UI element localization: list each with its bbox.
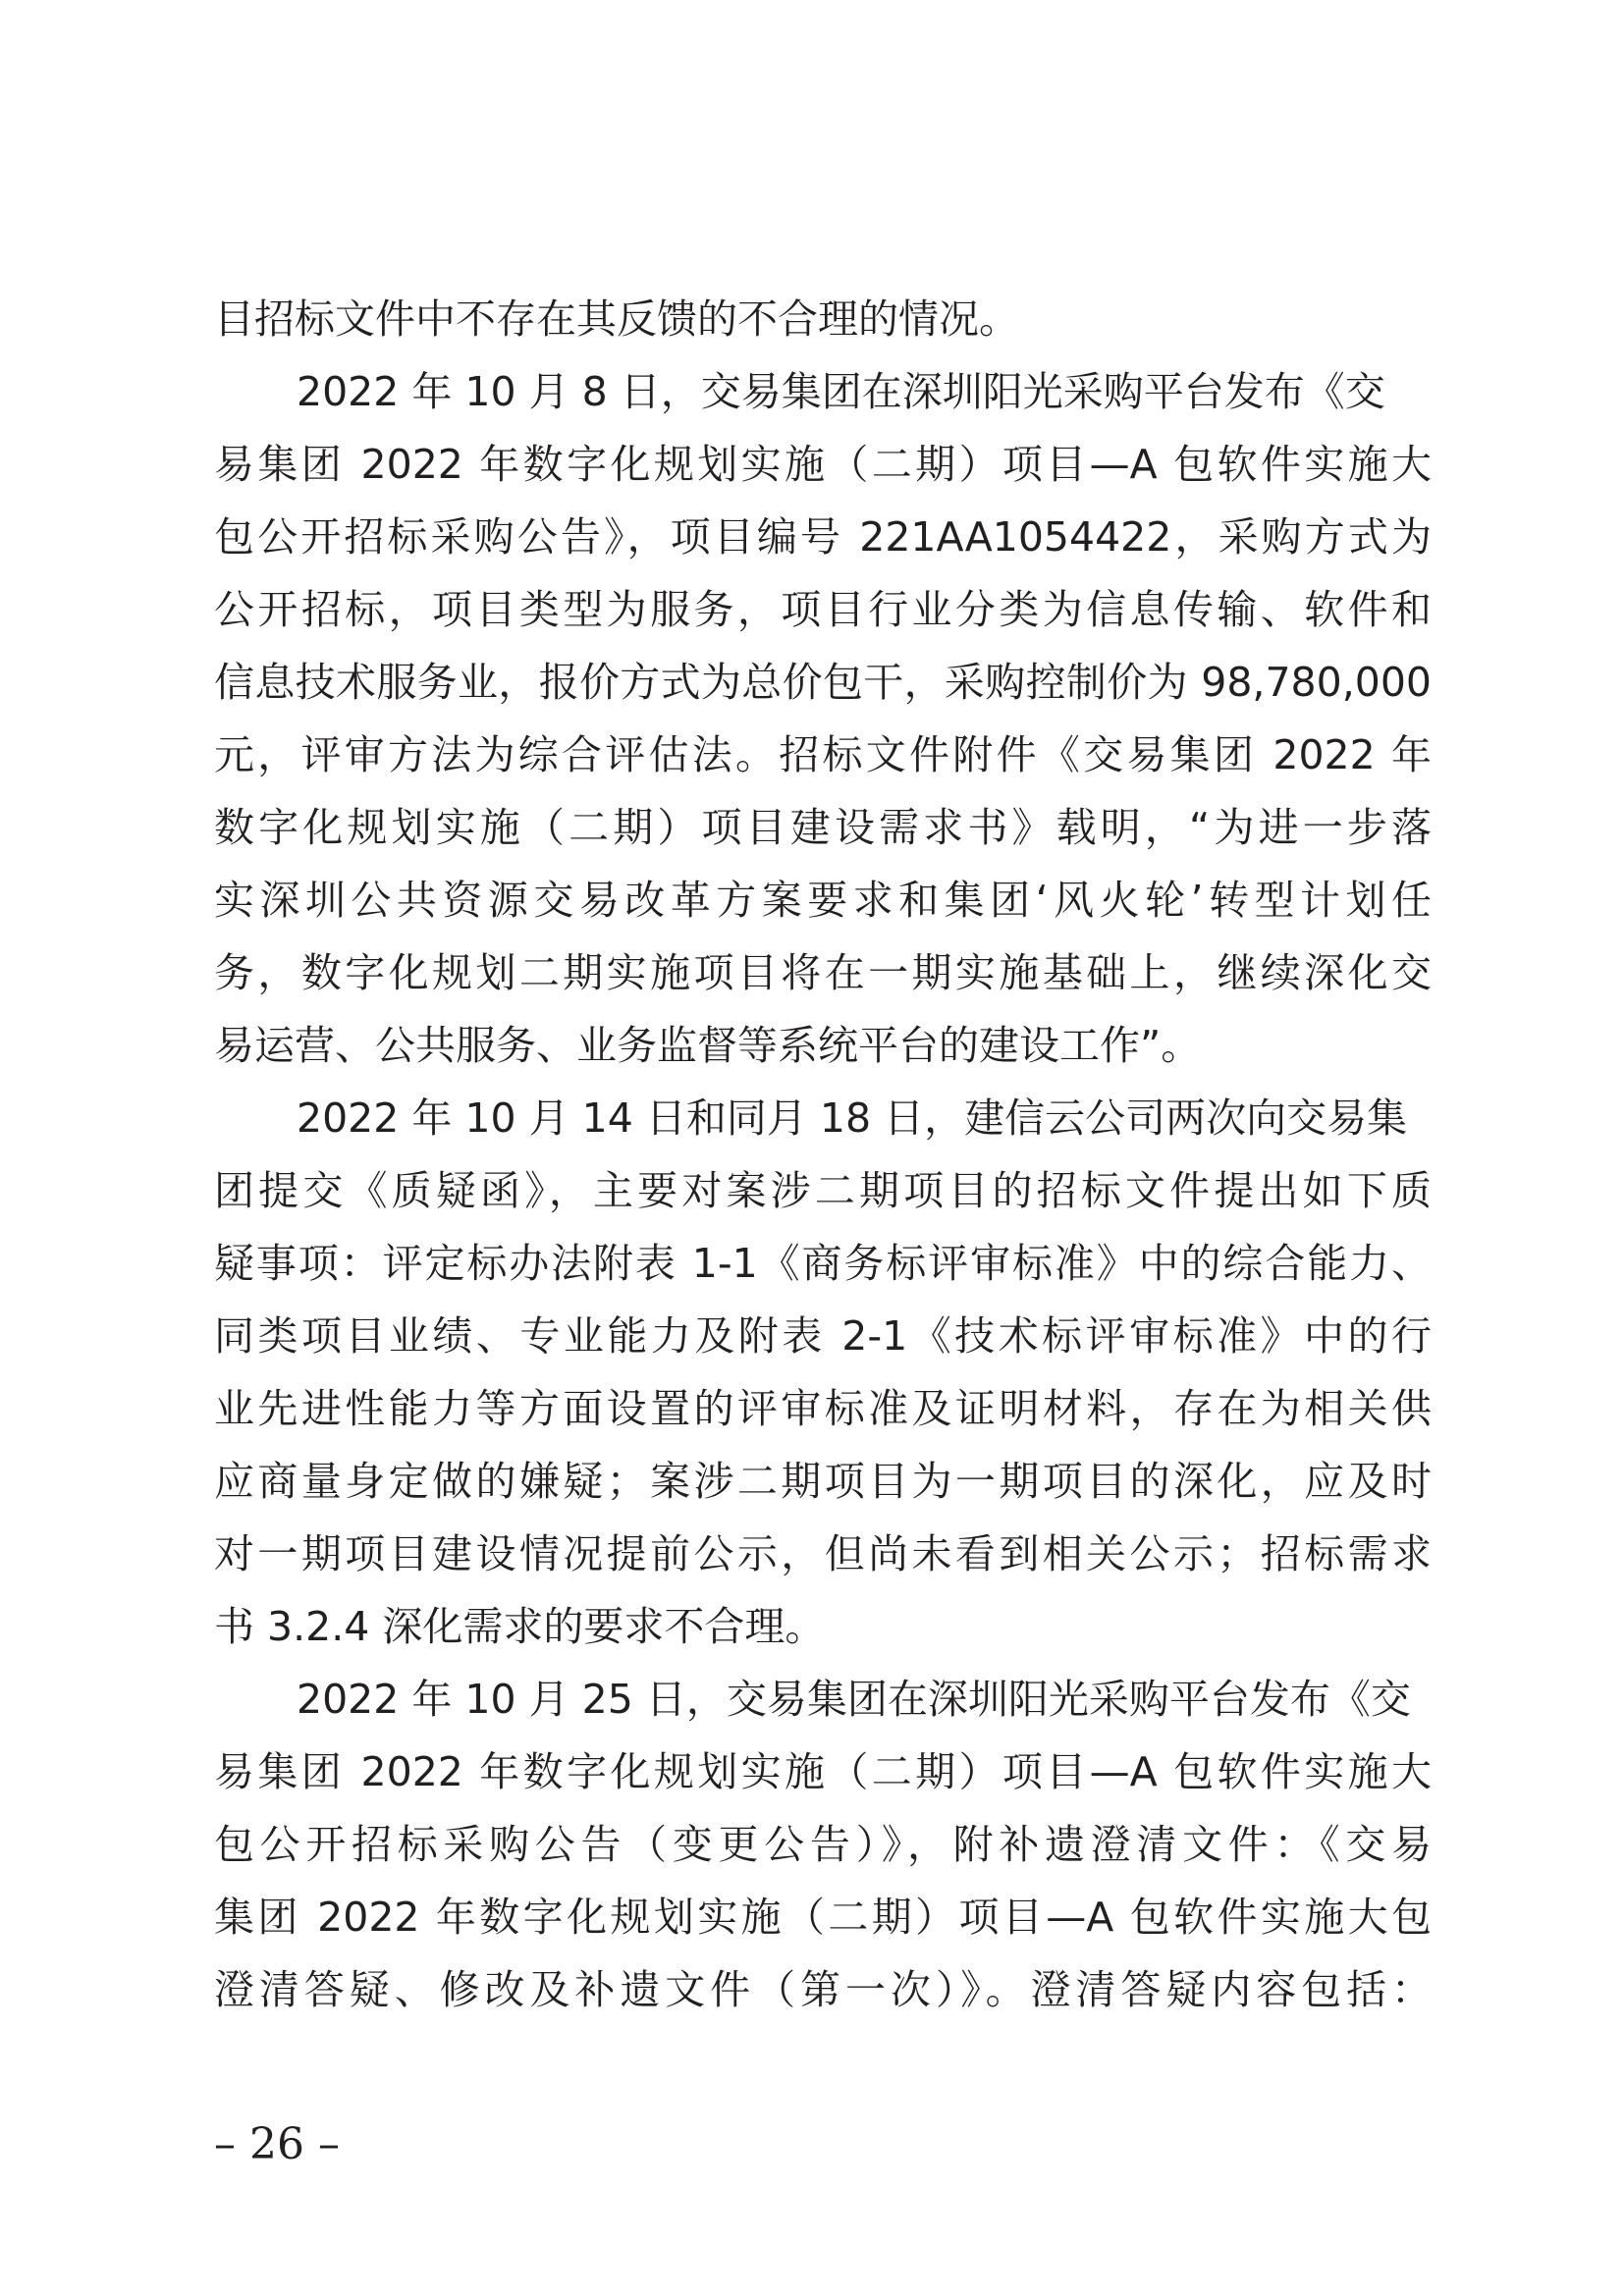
text-line: 公开招标，项目类型为服务，项目行业分类为信息传输、软件和 [214,586,1432,633]
text-line: 元，评审方法为综合评估法。招标文件附件《交易集团 2022 年 [214,731,1432,778]
text-line: 业先进性能力等方面设置的评审标准及证明材料，存在为相关供 [214,1385,1432,1432]
text-line: 包公开招标采购公告（变更公告）》，附补遗澄清文件：《交易 [214,1821,1432,1868]
text-line: 务，数字化规划二期实施项目将在一期实施基础上，继续深化交 [214,949,1432,996]
paragraph-first-line: 2022 年 10 月 8 日，交易集团在深圳阳光采购平台发布《交 [297,368,1385,415]
document-body [214,283,1432,2026]
text-line: 书 3.2.4 深化需求的要求不合理。 [214,1603,826,1650]
text-line: 易运营、公共服务、业务监督等系统平台的建设工作”。 [214,1022,1202,1069]
text-line: 实深圳公共资源交易改革方案要求和集团‘风火轮’转型计划任 [214,877,1432,924]
text-line: 疑事项：评定标办法附表 1-1《商务标评审标准》中的综合能力、 [214,1240,1432,1287]
text-line: 易集团 2022 年数字化规划实施（二期）项目—A 包软件实施大 [214,441,1432,488]
text-line: 同类项目业绩、专业能力及附表 2-1《技术标评审标准》中的行 [214,1312,1432,1360]
text-line: 目招标文件中不存在其反馈的不合理的情况。 [214,295,1019,343]
text-line: 集团 2022 年数字化规划实施（二期）项目—A 包软件实施大包 [214,1894,1432,1941]
text-line: 数字化规划实施（二期）项目建设需求书》载明，“为进一步落 [214,804,1432,851]
paragraph-first-line: 2022 年 10 月 25 日，交易集团在深圳阳光采购平台发布《交 [297,1676,1411,1723]
text-line: 易集团 2022 年数字化规划实施（二期）项目—A 包软件实施大 [214,1748,1432,1795]
page-number: – 26 – [214,2119,340,2169]
text-line: 应商量身定做的嫌疑；案涉二期项目为一期项目的深化，应及时 [214,1458,1432,1505]
text-line: 包公开招标采购公告》，项目编号 221AA1054422，采购方式为 [214,513,1432,561]
text-line: 信息技术服务业，报价方式为总价包干，采购控制价为 98,780,000 [214,659,1432,706]
text-line: 对一期项目建设情况提前公示，但尚未看到相关公示；招标需求 [214,1530,1432,1577]
text-line: 团提交《质疑函》，主要对案涉二期项目的招标文件提出如下质 [214,1167,1432,1214]
paragraph-first-line: 2022 年 10 月 14 日和同月 18 日，建信云公司两次向交易集 [297,1095,1408,1142]
text-line: 澄清答疑、修改及补遗文件（第一次）》。澄清答疑内容包括： [214,1966,1432,2013]
